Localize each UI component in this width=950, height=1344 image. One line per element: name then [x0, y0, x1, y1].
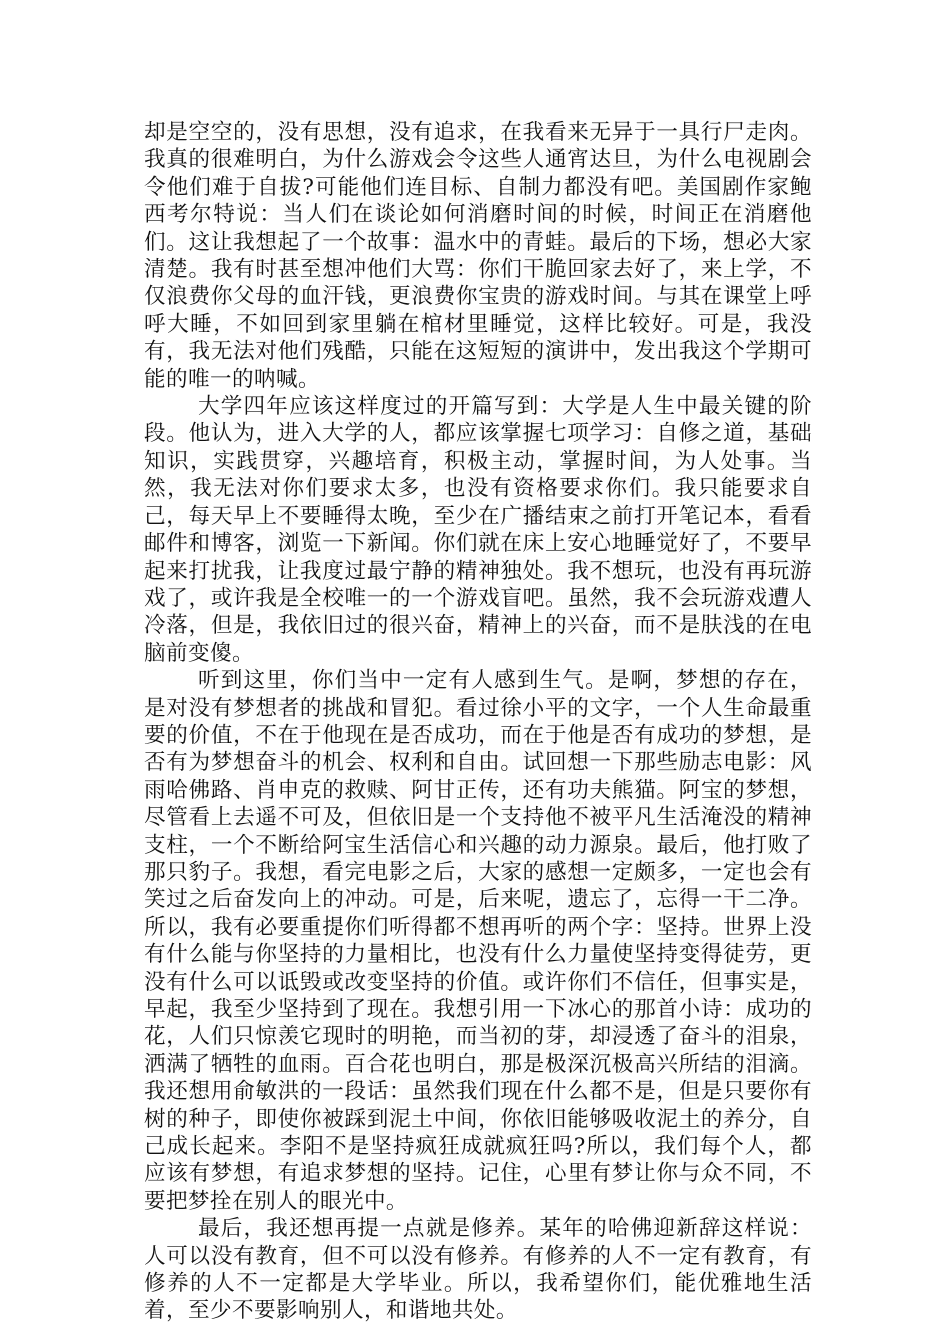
paragraph-3: 听到这里，你们当中一定有人感到生气。是啊，梦想的存在，是对没有梦想者的挑战和冒犯。看过徐小平的文字，一个人生命最重要的价值，不在于他现在是否成功，而在于他是否有成功的梦想，是否有为梦想奋斗的机会、权利和自由。试回想一下那些励志电影：风雨哈佛路、肖申克的救赎、阿甘正传，还有功夫熊猫。阿宝的梦想，尽管看上去遥不可及，但依旧是一个支持他不被平凡生活淹没的精神支柱，一个不断给阿宝生活信心和兴趣的动力源泉。最后，他打败了那只豹子。我想，看完电影之后，大家的感想一定颇多，一定也会有笑过之后奋发向上的冲动。可是，后来呢，遗忘了，忘得一干二净。所以，我有必要重提你们听得都不想再听的两个字：坚持。世界上没有什么能与你坚持的力量相比，也没有什么力量使坚持变得徒劳，更没有什么可以诋毁或改变坚持的价值。或许你们不信任，但事实是，早起，我至少坚持到了现在。我想引用一下冰心的那首小诗：成功的花，人们只惊羡它现时的明艳，而当初的芽，却浸透了奋斗的泪泉，洒满了牺牲的血雨。百合花也明白，那是极深沉极高兴所结的泪滴。我还想用俞敏洪的一段话：虽然我们现在什么都不是，但是只要你有树的种子，即使你被踩到泥土中间，你依旧能够吸收泥土的养分，自己成长起来。李阳不是坚持疯狂成就疯狂吗?所以，我们每个人，都应该有梦想，有追求梦想的坚持。记住，心里有梦让你与众不同，不要把梦拴在别人的眼光中。 — [144, 668, 812, 1214]
paragraph-4: 最后，我还想再提一点就是修养。某年的哈佛迎新辞这样说：人可以没有教育，但不可以没有修养。有修养的人不一定有教育，有修养的人不一定都是大学毕业。所以，我希望你们，能优雅地生活着，至少不要影响别人，和谐地共处。 — [144, 1216, 812, 1324]
paragraph-1: 却是空空的，没有思想，没有追求，在我看来无异于一具行尸走肉。我真的很难明白，为什么游戏会令这些人通宵达旦，为什么电视剧会令他们难于自拔?可能他们连目标、自制力都没有吧。美国剧作家鲍西考尔特说：当人们在谈论如何消磨时间的时候，时间正在消磨他们。这让我想起了一个故事：温水中的青蛙。最后的下场，想必大家清楚。我有时甚至想冲他们大骂：你们干脆回家去好了，来上学，不仅浪费你父母的血汗钱，更浪费你宝贵的游戏时间。与其在课堂上呼呼大睡，不如回到家里躺在棺材里睡觉，这样比较好。可是，我没有，我无法对他们残酷，只能在这短短的演讲中，发出我这个学期可能的唯一的呐喊。 — [144, 120, 812, 392]
document-body — [144, 119, 812, 1325]
paragraph-2: 大学四年应该这样度过的开篇写到：大学是人生中最关键的阶段。他认为，进入大学的人，都应该掌握七项学习：自修之道，基础知识，实践贯穿，兴趣培育，积极主动，掌握时间，为人处事。当然，我无法对你们要求太多，也没有资格要求你们。我只能要求自己，每天早上不要睡得太晚，至少在广播结束之前打开笔记本，看看邮件和博客，浏览一下新闻。你们就在床上安心地睡觉好了，不要早起来打扰我，让我度过最宁静的精神独处。我不想玩，也没有再玩游戏了，或许我是全校唯一的一个游戏盲吧。虽然，我不会玩游戏遭人冷落，但是，我依旧过的很兴奋，精神上的兴奋，而不是肤浅的在电脑前变傻。 — [144, 394, 812, 666]
